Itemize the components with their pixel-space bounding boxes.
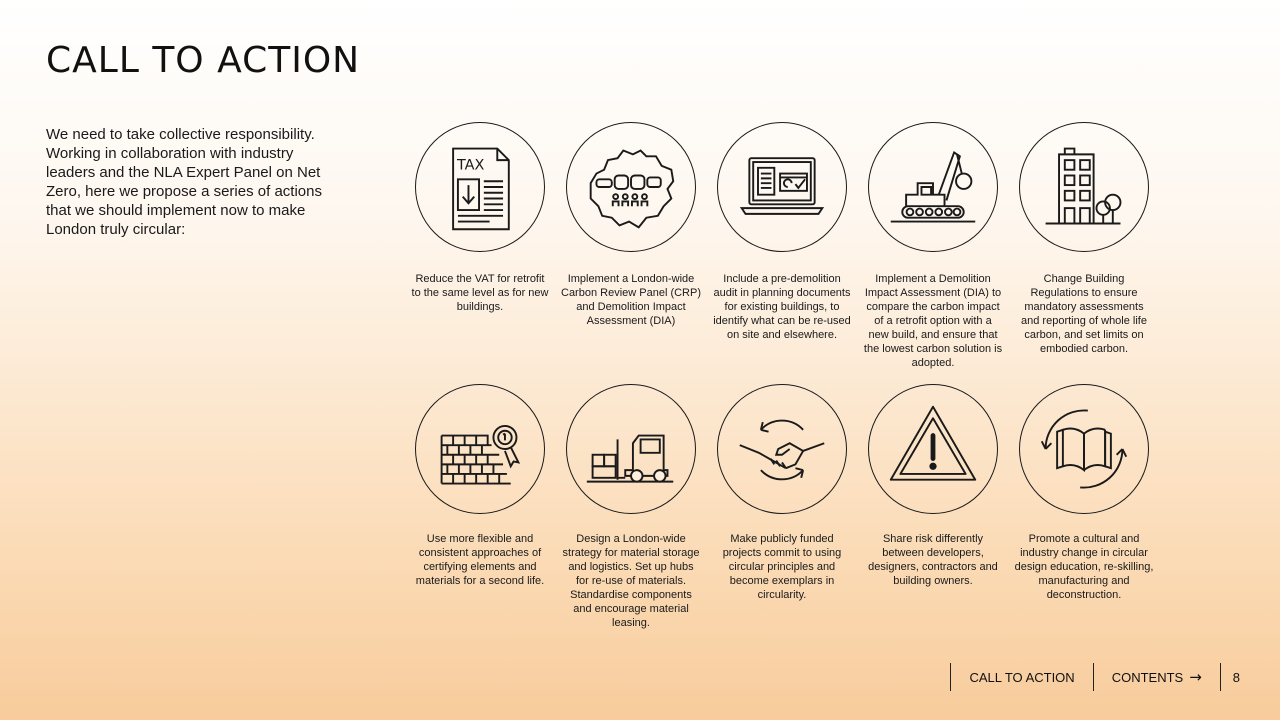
icon-circle (868, 122, 998, 252)
warning-triangle-icon (885, 401, 981, 497)
book-cycle-icon (1036, 401, 1132, 497)
contents-link[interactable] (1094, 668, 1220, 686)
action-caption: Make publicly funded projects commit to using circular principles and become exemplars in circularity. (722, 533, 842, 601)
london-map-panel-icon (583, 139, 679, 235)
icon-circle (1019, 384, 1149, 514)
icon-circle (415, 122, 545, 252)
action-caption: Share risk differently between developers, designers, contractors and building owners. (868, 533, 998, 587)
handshake-circular-icon (734, 401, 830, 497)
action-caption: Reduce the VAT for retrofit to the same level as for new buildings. (411, 273, 549, 313)
action-item-pre-demolition-audit (707, 122, 857, 384)
forklift-storage-icon (583, 401, 679, 497)
action-item-material-strategy (556, 384, 706, 652)
icon-circle (868, 384, 998, 514)
certified-brick-wall-icon (432, 401, 528, 497)
section-link[interactable] (951, 670, 1092, 685)
action-item-certifying (405, 384, 555, 652)
building-regulations-icon (1036, 139, 1132, 235)
action-item-crp-dia (556, 122, 706, 384)
icon-circle (717, 122, 847, 252)
icon-circle (717, 384, 847, 514)
action-caption: Implement a London-wide Carbon Review Panel (CRP) and Demolition Impact Assessment (DIA) (561, 273, 701, 327)
section-link-label: CALL TO ACTION (969, 669, 1075, 685)
action-item-vat (405, 122, 555, 384)
footer-nav (950, 663, 1240, 691)
tax-label: TAX (456, 157, 485, 174)
laptop-audit-icon (734, 139, 830, 235)
action-caption: Use more flexible and consistent approaches of certifying elements and materials for a second life. (415, 533, 545, 587)
intro-paragraph: We need to take collective responsibility. Working in collaboration with industry leaders and the NLA Expert Panel on Net Zero, here we propose a series of actions that we should implement now to make London truly circular: (46, 126, 322, 238)
contents-link-label: CONTENTS (1111, 669, 1184, 685)
icon-circle (566, 384, 696, 514)
action-item-share-risk (858, 384, 1008, 652)
action-caption: Change Building Regulations to ensure mandatory assessments and reporting of whole life carbon, and set limits on embodied carbon. (1021, 273, 1147, 355)
tax-document-icon (432, 139, 528, 235)
action-caption: Design a London-wide strategy for material storage and logistics. Set up hubs for re-use of materials. Standardise components and encourage material leasing. (562, 533, 700, 629)
action-item-public-projects (707, 384, 857, 652)
page-title: CALL TO ACTION (46, 40, 361, 81)
page-number: 8 (1232, 669, 1240, 685)
arrow-right-icon: → (1189, 668, 1202, 686)
icon-circle (415, 384, 545, 514)
action-item-cultural-change (1009, 384, 1159, 652)
action-caption: Implement a Demolition Impact Assessment (DIA) to compare the carbon impact of a retrofit option with a new build, and ensure that the lowest carbon solution is adopted. (863, 273, 1003, 369)
action-caption: Include a pre-demolition audit in planning documents for existing buildings, to identify what can be re-used on site and elsewhere. (713, 273, 851, 341)
action-caption: Promote a cultural and industry change in circular design education, re-skilling, manufacturing and deconstruction. (1014, 533, 1154, 601)
actions-grid (405, 122, 1165, 652)
action-item-building-regulations (1009, 122, 1159, 384)
demolition-excavator-icon (885, 139, 981, 235)
icon-circle (566, 122, 696, 252)
action-item-dia (858, 122, 1008, 384)
icon-circle (1019, 122, 1149, 252)
